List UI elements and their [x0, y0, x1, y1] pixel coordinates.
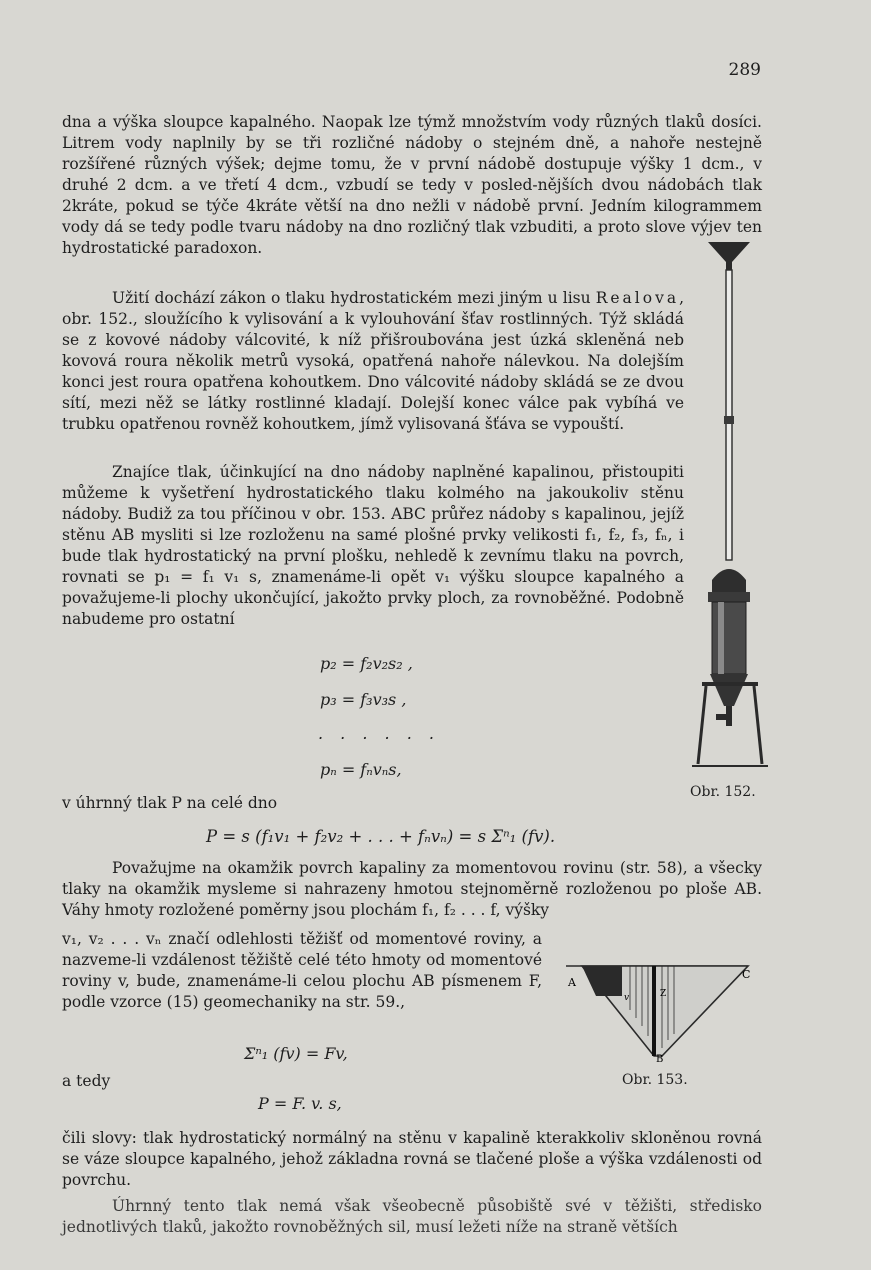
figure-152-real-press — [688, 236, 778, 776]
paragraph-1 — [62, 112, 762, 259]
paragraph-4b — [62, 929, 542, 1013]
funnel-icon — [708, 242, 750, 270]
a-tedy — [62, 1071, 162, 1092]
figure-153-cross-section — [562, 956, 762, 1068]
cylinder-body — [712, 602, 746, 674]
cylinder-highlight — [718, 602, 724, 674]
stand-leg-left — [698, 686, 706, 764]
tube — [726, 270, 732, 560]
cylinder-cone — [710, 674, 748, 706]
line-total-text: v úhrnný tlak P na celé dno — [62, 794, 278, 812]
label-v: v — [624, 993, 630, 1003]
wall-shading — [582, 966, 622, 996]
paragraph-4b-text: v₁, v₂ . . . vₙ značí odlehlosti těžišť od momentové roviny, a nazveme-li vzdálenost těžiště celé této hmoty od momentové roviny v, bude, znamenáme-li celou plochu AB písmenem F, podle vzorce (15) geomechaniky na str. 59., — [62, 930, 542, 1011]
a-tedy-text: a tedy — [62, 1072, 111, 1090]
paragraph-4a-text: Považujme na okamžik povrch kapaliny za momentovou rovinu (str. 58), a všecky tlaky na okamžik mysleme si nahrazeny hmotou stejnoměrně rozloženou po ploše AB. Váhy hmoty rozložené poměrny jsou plochám f₁, f₂ . . . f, výšky — [62, 859, 762, 919]
paragraph-2-rest: , obr. 152., sloužícího k vylisování a k vylouhování šťav rostlinných. Týž skládá se z kovové nádoby válcovité, k níž přišroubována jest úzká skleněná neb kovová roura několik metrů vysoká, opatřená nahoře nálevkou. Na dolejším konci jest roura opatřena kohoutkem. Dno válcovité nádoby skládá se ze dvou sítí, mezi něž se látky rostlinné kladají. Dolejší konec válce pak vybíhá ve trubku opatřenou rovněž kohoutkem, jímž vylisovaná šťáva se vypouští. — [62, 289, 685, 433]
paragraph-2 — [62, 288, 684, 435]
label-z: Z — [660, 989, 667, 999]
cylinder-head — [712, 569, 746, 592]
paragraph-5 — [62, 1128, 762, 1191]
stand-leg-right — [754, 686, 762, 764]
paragraph-1-text: dna a výška sloupce kapalného. Naopak lze týmž množstvím vody různých tlaků dosíci. Litrem vody naplnily by se tři rozličné nádoby o stejném dně, a nahoře nestejně rozšířené různých výšek; dejme tomu, že v první nádobě dostupuje výšky 1 dcm., v druhé 2 dcm. a ve třetí 4 dcm., vzbudí se tedy v posled-nějších dvou nádobách tlak 2kráte, pokud se týče 4kráte větší na dno nežli v nádobě první. Jedním kilogrammem vody dá se tedy podle tvaru nádoby na dno rozličný tlak vzbuditi, a proto slove výjev ten hydrostatické paradoxon. — [62, 113, 762, 257]
tap-icon — [716, 714, 726, 720]
label-b: B — [656, 1054, 664, 1065]
cylinder-rim — [708, 592, 750, 602]
equation-p-fvs: P = F. v. s, — [258, 1094, 342, 1113]
equation-total-p: P = s (f₁v₁ + f₂v₂ + . . . + fₙvₙ) = s Σⁿ₁ (fv). — [206, 827, 556, 846]
paragraph-6-text: Úhrnný tento tlak nemá však všeobecně působiště své v těžišti, středisko jednotlivých tlaků, jakožto rovnoběžných sil, musí ležeti níže na straně větších — [62, 1197, 762, 1236]
figure-152-caption: Obr. 152. — [690, 784, 756, 800]
figure-153-caption: Obr. 153. — [622, 1072, 688, 1088]
paragraph-4a — [62, 858, 762, 921]
equation-sum-fv: Σⁿ₁ (fv) = Fv, — [244, 1044, 348, 1063]
paragraph-6 — [62, 1196, 762, 1238]
equation-p2: p₂ = f₂v₂s₂ , — [320, 654, 413, 673]
realova-name: Realova — [595, 289, 680, 307]
paragraph-2-start: Užití dochází zákon o tlaku hydrostatickém mezi jiným u lisu — [112, 289, 591, 307]
outlet-tube — [726, 706, 732, 726]
line-total — [62, 793, 462, 814]
page-number: 289 — [728, 60, 761, 80]
stand-top — [702, 682, 758, 686]
equation-dots: . . . . . . — [318, 724, 440, 743]
paragraph-3-text: Znajíce tlak, účinkující na dno nádoby naplněné kapalinou, přistoupiti můžeme k vyšetření hydrostatického tlaku kolmého na jakoukoliv stěnu nádoby. Budiž za tou příčinou v obr. 153. ABC průřez nádoby s kapalinou, jejíž stěnu AB mysliti si lze rozloženu na samé plošné prvky velikosti f₁, f₂, f₃, fₙ, i bude tlak hydrostatický na první plošku, nehledě k zevnímu tlaku na povrch, rovnati se p₁ = f₁ v₁ s, znamenáme-li opět v₁ výšku sloupce kapalného a považujeme-li plochy ukončující, jakožto prvky ploch, za rovnoběžné. Podobně nabudeme pro ostatní — [62, 463, 684, 628]
paragraph-5-text: čili slovy: tlak hydrostatický normálný na stěnu v kapalině kterakkoliv skloněnou rovná se váze sloupce kapalného, jehož základna rovná se tlačené ploše a výška vzdálenosti od povrchu. — [62, 1129, 762, 1189]
label-a: A — [568, 976, 576, 989]
tube-joint — [724, 416, 734, 424]
equation-p3: p₃ = f₃v₃s , — [320, 690, 407, 709]
equation-pn: pₙ = fₙvₙs, — [320, 760, 402, 779]
label-c: C — [742, 968, 751, 981]
paragraph-3 — [62, 462, 684, 630]
